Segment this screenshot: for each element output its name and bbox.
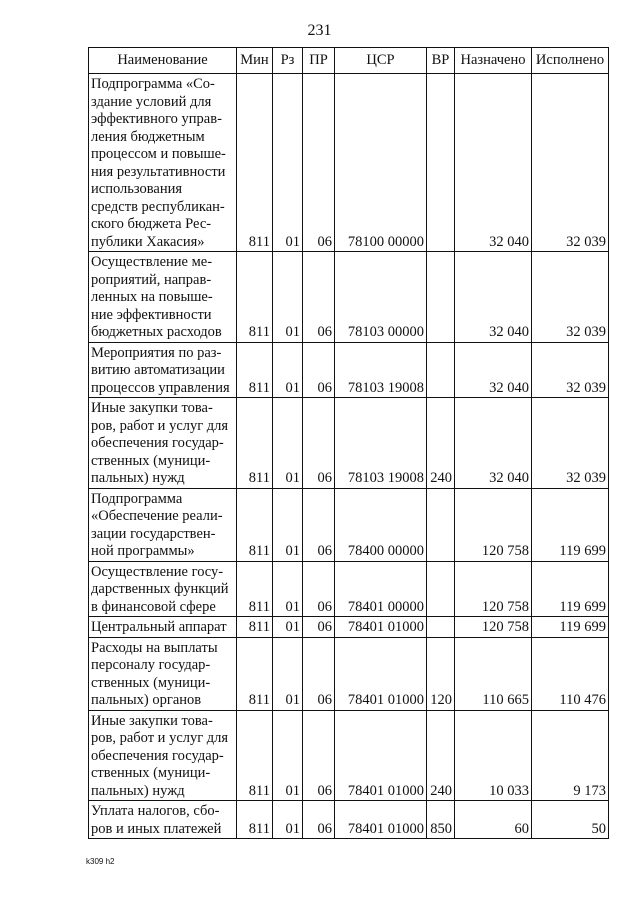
row-assigned: 120 758 — [455, 561, 532, 617]
row-rz: 01 — [273, 801, 303, 839]
row-executed: 32 039 — [532, 74, 609, 252]
row-executed: 119 699 — [532, 561, 609, 617]
row-min: 811 — [237, 252, 273, 343]
row-assigned: 10 033 — [455, 710, 532, 801]
row-executed: 32 039 — [532, 342, 609, 398]
row-executed: 9 173 — [532, 710, 609, 801]
row-rz: 01 — [273, 710, 303, 801]
column-header-csr: ЦСР — [335, 48, 427, 74]
column-header-rz: Рз — [273, 48, 303, 74]
table-row — [89, 74, 609, 252]
column-header-executed: Исполнено — [532, 48, 609, 74]
row-pr: 06 — [303, 801, 335, 839]
row-pr: 06 — [303, 637, 335, 710]
row-executed: 32 039 — [532, 252, 609, 343]
row-csr: 78103 19008 — [335, 342, 427, 398]
row-vr: 240 — [427, 710, 455, 801]
table-row — [89, 710, 609, 801]
column-header-pr: ПР — [303, 48, 335, 74]
table-row — [89, 398, 609, 489]
row-assigned: 32 040 — [455, 252, 532, 343]
page-number: 231 — [307, 22, 332, 39]
table-header-row — [89, 48, 609, 74]
budget-table — [88, 47, 609, 839]
row-min: 811 — [237, 561, 273, 617]
row-csr: 78401 00000 — [335, 561, 427, 617]
row-min: 811 — [237, 342, 273, 398]
row-pr: 06 — [303, 398, 335, 489]
row-executed: 32 039 — [532, 398, 609, 489]
row-csr: 78103 00000 — [335, 252, 427, 343]
column-header-min: Мин — [237, 48, 273, 74]
row-executed: 119 699 — [532, 617, 609, 638]
row-name: Иные закупки това- ров, работ и услуг для обеспечения государ- ственных (муници- пальных) нужд — [89, 710, 237, 801]
row-pr: 06 — [303, 252, 335, 343]
column-header-name: Наименование — [89, 48, 237, 74]
row-rz: 01 — [273, 342, 303, 398]
row-vr: 120 — [427, 637, 455, 710]
row-executed: 119 699 — [532, 488, 609, 561]
row-vr: 240 — [427, 398, 455, 489]
table-row — [89, 637, 609, 710]
table-row — [89, 617, 609, 638]
row-rz: 01 — [273, 561, 303, 617]
column-header-vr: ВР — [427, 48, 455, 74]
row-pr: 06 — [303, 617, 335, 638]
row-csr: 78401 01000 — [335, 637, 427, 710]
row-name: Подпрограмма «Со- здание условий для эффективного управ- ления бюджетным процессом и повыше- ния результативности использования средств республикан- ского бюджета Рес- публики Хакасия» — [89, 74, 237, 252]
row-name: Центральный аппарат — [89, 617, 237, 638]
table-row — [89, 561, 609, 617]
row-name: Осуществление ме- роприятий, направ- ленных на повыше- ние эффективности бюджетных расходов — [89, 252, 237, 343]
row-name: Осуществление госу- дарственных функций в финансовой сфере — [89, 561, 237, 617]
row-name: Уплата налогов, сбо- ров и иных платежей — [89, 801, 237, 839]
footer-code: k309 h2 — [86, 857, 115, 866]
row-min: 811 — [237, 637, 273, 710]
column-header-assigned: Назначено — [455, 48, 532, 74]
row-vr — [427, 74, 455, 252]
row-assigned: 32 040 — [455, 74, 532, 252]
row-pr: 06 — [303, 488, 335, 561]
row-assigned: 120 758 — [455, 488, 532, 561]
row-min: 811 — [237, 488, 273, 561]
row-rz: 01 — [273, 617, 303, 638]
row-vr: 850 — [427, 801, 455, 839]
row-vr — [427, 252, 455, 343]
row-min: 811 — [237, 74, 273, 252]
row-rz: 01 — [273, 74, 303, 252]
row-assigned: 32 040 — [455, 342, 532, 398]
row-csr: 78103 19008 — [335, 398, 427, 489]
row-rz: 01 — [273, 252, 303, 343]
row-vr — [427, 617, 455, 638]
table-row — [89, 342, 609, 398]
row-vr — [427, 488, 455, 561]
row-csr: 78401 01000 — [335, 617, 427, 638]
row-csr: 78401 01000 — [335, 710, 427, 801]
row-name: Расходы на выплаты персоналу государ- ственных (муници- пальных) органов — [89, 637, 237, 710]
row-csr: 78100 00000 — [335, 74, 427, 252]
row-min: 811 — [237, 801, 273, 839]
row-pr: 06 — [303, 74, 335, 252]
row-min: 811 — [237, 398, 273, 489]
row-rz: 01 — [273, 398, 303, 489]
row-name: Подпрограмма «Обеспечение реали- зации государствен- ной программы» — [89, 488, 237, 561]
row-rz: 01 — [273, 488, 303, 561]
row-executed: 110 476 — [532, 637, 609, 710]
row-assigned: 32 040 — [455, 398, 532, 489]
row-pr: 06 — [303, 342, 335, 398]
row-assigned: 60 — [455, 801, 532, 839]
row-name: Мероприятия по раз- витию автоматизации процессов управления — [89, 342, 237, 398]
row-pr: 06 — [303, 710, 335, 801]
row-rz: 01 — [273, 637, 303, 710]
row-assigned: 120 758 — [455, 617, 532, 638]
row-csr: 78401 01000 — [335, 801, 427, 839]
row-csr: 78400 00000 — [335, 488, 427, 561]
table-row — [89, 801, 609, 839]
row-executed: 50 — [532, 801, 609, 839]
row-vr — [427, 342, 455, 398]
table-row — [89, 252, 609, 343]
row-min: 811 — [237, 617, 273, 638]
row-assigned: 110 665 — [455, 637, 532, 710]
table-row — [89, 488, 609, 561]
row-pr: 06 — [303, 561, 335, 617]
row-min: 811 — [237, 710, 273, 801]
row-name: Иные закупки това- ров, работ и услуг для обеспечения государ- ственных (муници- пальных) нужд — [89, 398, 237, 489]
row-vr — [427, 561, 455, 617]
